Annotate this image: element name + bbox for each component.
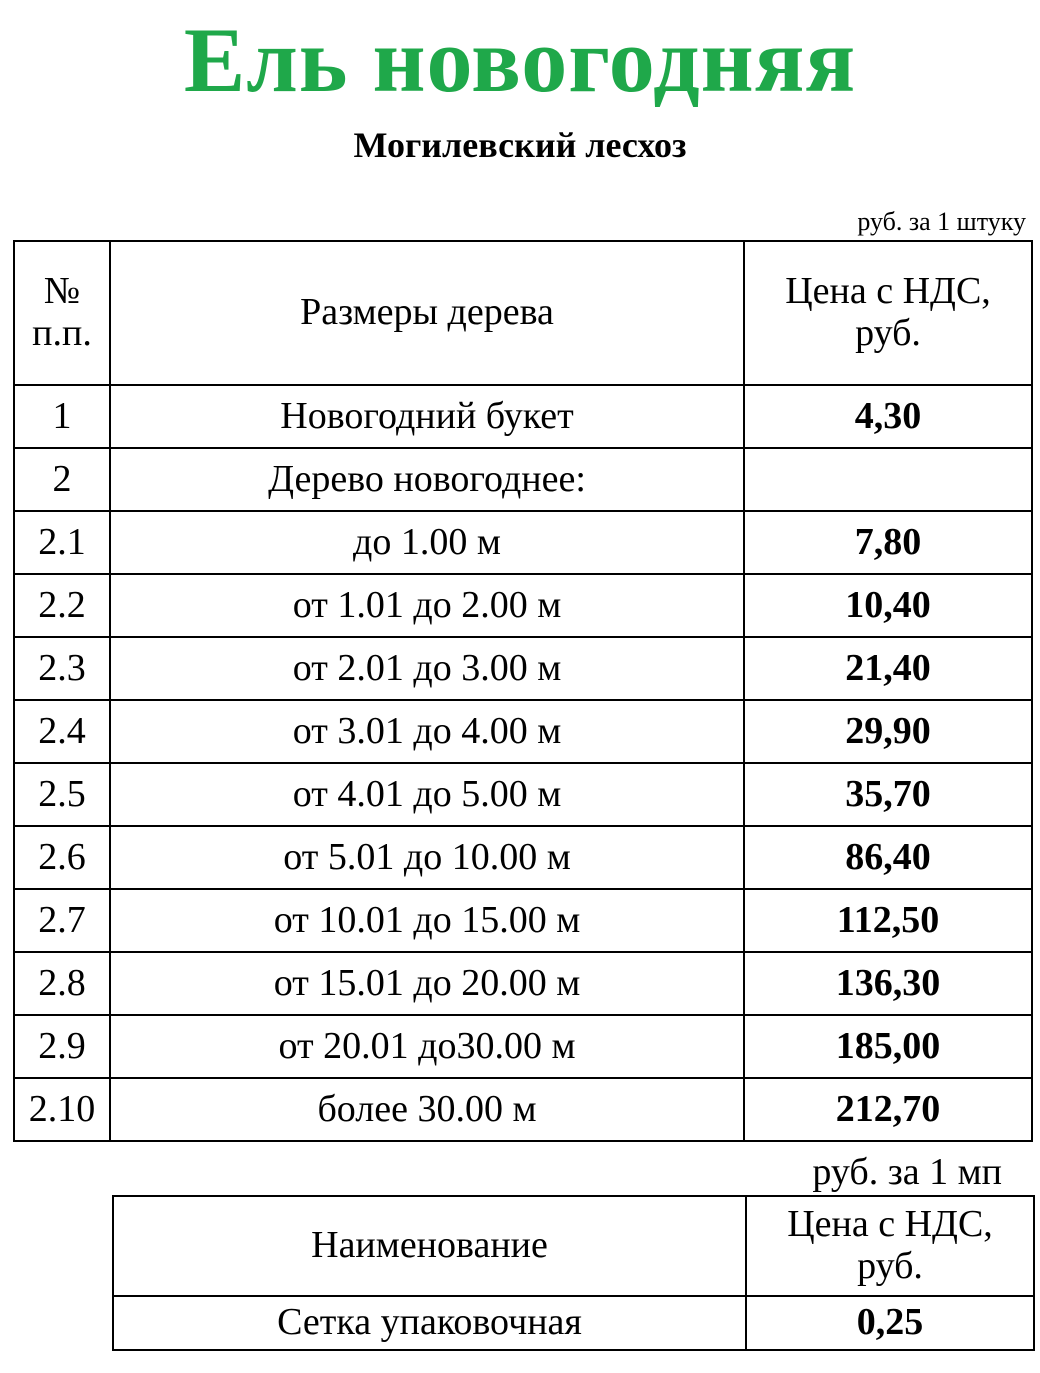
- net-header-price: [746, 1196, 1034, 1296]
- header-num: [14, 241, 110, 385]
- row-price: 4,30: [744, 385, 1032, 448]
- row-num: 2.4: [14, 700, 110, 763]
- net-table-row: [113, 1296, 1034, 1350]
- row-size: от 1.01 до 2.00 м: [110, 574, 744, 637]
- net-unit-note: руб. за 1 мп: [812, 1151, 1002, 1193]
- row-price: 10,40: [744, 574, 1032, 637]
- row-price: 21,40: [744, 637, 1032, 700]
- price-unit-note: руб. за 1 штуку: [857, 207, 1026, 236]
- header-size: Размеры дерева: [110, 241, 744, 385]
- header-num-line2: п.п.: [32, 312, 92, 354]
- row-num: 2: [14, 448, 110, 511]
- row-size: от 10.01 до 15.00 м: [110, 889, 744, 952]
- table-row: [14, 826, 1032, 889]
- table-row: [14, 574, 1032, 637]
- table-row: [14, 637, 1032, 700]
- table-row: [14, 448, 1032, 511]
- row-num: 2.2: [14, 574, 110, 637]
- table-row: [14, 700, 1032, 763]
- page-subtitle: Могилевский лесхоз: [353, 125, 687, 165]
- row-size: до 1.00 м: [110, 511, 744, 574]
- row-price: 136,30: [744, 952, 1032, 1015]
- table-row: [14, 1078, 1032, 1141]
- table-header-row: [14, 241, 1032, 385]
- row-price: 212,70: [744, 1078, 1032, 1141]
- table-row: [14, 952, 1032, 1015]
- row-size: от 2.01 до 3.00 м: [110, 637, 744, 700]
- row-price: 7,80: [744, 511, 1032, 574]
- row-size: от 3.01 до 4.00 м: [110, 700, 744, 763]
- price-table: [13, 240, 1033, 1142]
- row-size: от 4.01 до 5.00 м: [110, 763, 744, 826]
- table-row: [14, 385, 1032, 448]
- net-header-name: Наименование: [113, 1196, 746, 1296]
- table-row: [14, 763, 1032, 826]
- row-num: 2.7: [14, 889, 110, 952]
- net-row-price: 0,25: [746, 1296, 1034, 1350]
- row-size: Новогодний букет: [110, 385, 744, 448]
- header-num-line1: №: [43, 270, 81, 313]
- header-price: [744, 241, 1032, 385]
- page-title: Ель новогодняя: [183, 9, 857, 111]
- row-size: от 5.01 до 10.00 м: [110, 826, 744, 889]
- row-size: более 30.00 м: [110, 1078, 744, 1141]
- table-row: [14, 889, 1032, 952]
- header-price-line2: руб.: [855, 312, 921, 354]
- table-row: [14, 1015, 1032, 1078]
- net-header-price-line1: Цена с НДС,: [787, 1203, 993, 1246]
- row-size: Дерево новогоднее:: [110, 448, 744, 511]
- header-price-line1: Цена с НДС,: [785, 270, 991, 313]
- row-size: от 15.01 до 20.00 м: [110, 952, 744, 1015]
- row-price: 185,00: [744, 1015, 1032, 1078]
- row-price: [744, 448, 1032, 511]
- row-num: 2.3: [14, 637, 110, 700]
- row-price: 112,50: [744, 889, 1032, 952]
- table-row: [14, 511, 1032, 574]
- net-header-price-line2: руб.: [857, 1245, 923, 1287]
- row-size: от 20.01 до30.00 м: [110, 1015, 744, 1078]
- row-price: 29,90: [744, 700, 1032, 763]
- net-price-table: [112, 1195, 1035, 1351]
- row-num: 2.1: [14, 511, 110, 574]
- net-table-header-row: [113, 1196, 1034, 1296]
- row-num: 2.5: [14, 763, 110, 826]
- row-num: 2.6: [14, 826, 110, 889]
- row-price: 86,40: [744, 826, 1032, 889]
- net-row-name: Сетка упаковочная: [113, 1296, 746, 1350]
- row-price: 35,70: [744, 763, 1032, 826]
- row-num: 2.9: [14, 1015, 110, 1078]
- row-num: 2.10: [14, 1078, 110, 1141]
- row-num: 2.8: [14, 952, 110, 1015]
- row-num: 1: [14, 385, 110, 448]
